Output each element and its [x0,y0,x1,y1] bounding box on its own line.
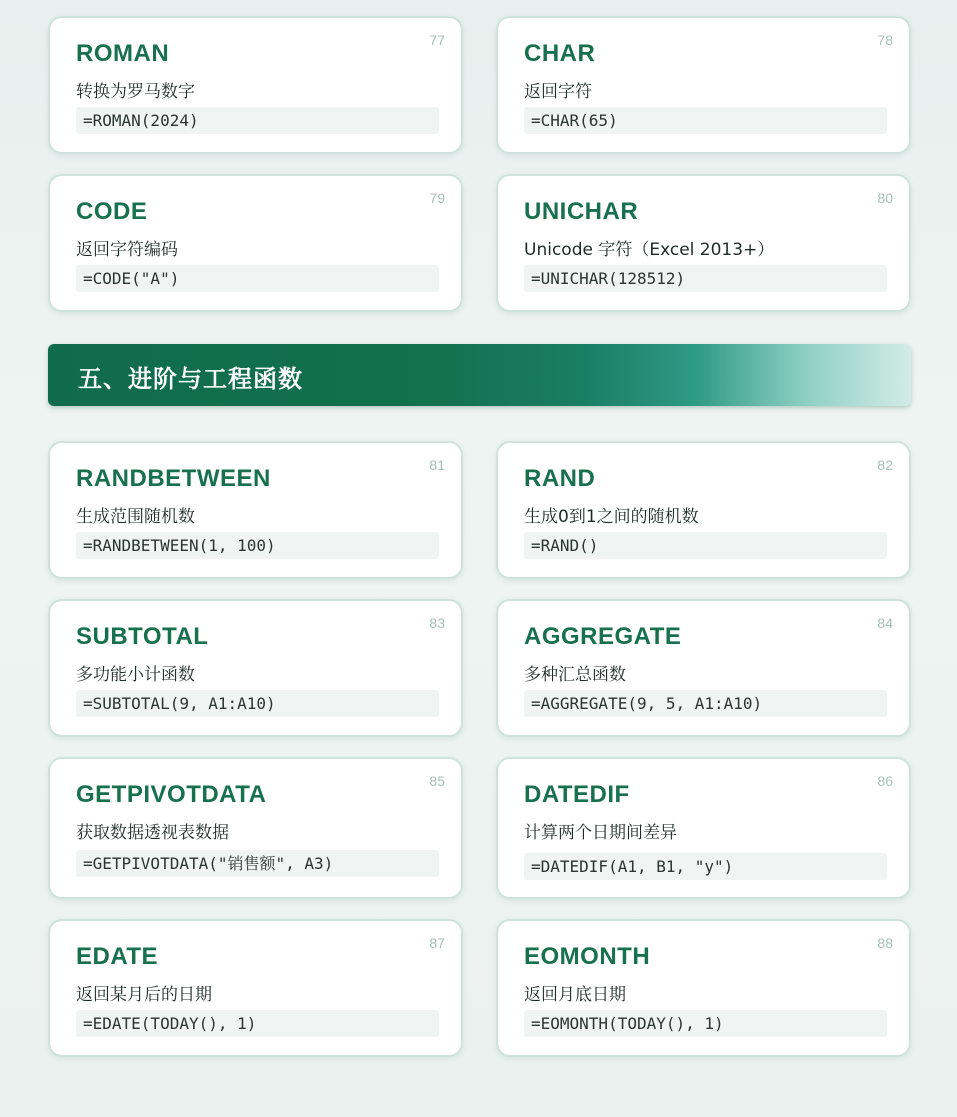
formula-example: =SUBTOTAL(9, A1:A10) [76,690,439,717]
card-number: 86 [877,773,893,789]
formula-example: =EDATE(TODAY(), 1) [76,1010,439,1037]
card-number: 82 [877,457,893,473]
card-number: 88 [877,935,893,951]
formula-example: =RANDBETWEEN(1, 100) [76,532,439,559]
card-number: 79 [429,190,445,206]
function-card-char [496,16,911,154]
function-name: UNICHAR [524,198,639,225]
section-header-banner [48,344,911,406]
function-description: 返回字符编码 [76,240,178,260]
function-description: 生成范围随机数 [76,507,195,527]
function-card-datedif [496,757,911,899]
function-card-eomonth [496,919,911,1057]
function-name: CODE [76,198,148,225]
function-name: CHAR [524,40,596,67]
section-title: 五、进阶与工程函数 [78,365,303,393]
function-description: 生成0到1之间的随机数 [524,507,699,527]
card-number: 83 [429,615,445,631]
formula-example: =CODE("A") [76,265,439,292]
formula-example: =AGGREGATE(9, 5, A1:A10) [524,690,887,717]
formula-example: =EOMONTH(TODAY(), 1) [524,1010,887,1037]
function-name: SUBTOTAL [76,623,209,650]
function-description: 返回某月后的日期 [76,985,212,1005]
function-name: RANDBETWEEN [76,465,271,492]
card-number: 85 [429,773,445,789]
function-name: GETPIVOTDATA [76,781,267,808]
function-card-subtotal [48,599,463,737]
formula-example: =RAND() [524,532,887,559]
function-description: 返回字符 [524,82,592,102]
formula-example: =DATEDIF(A1, B1, "y") [524,853,887,880]
function-name: RAND [524,465,596,492]
function-card-getpivotdata [48,757,463,899]
function-name: EDATE [76,943,159,970]
function-description: 获取数据透视表数据 [76,823,229,843]
formula-example: =ROMAN(2024) [76,107,439,134]
function-card-roman [48,16,463,154]
formula-example: =GETPIVOTDATA("销售额", A3) [76,850,439,877]
function-description: Unicode 字符（Excel 2013+） [524,240,775,260]
function-name: DATEDIF [524,781,630,808]
card-number: 81 [429,457,445,473]
function-card-aggregate [496,599,911,737]
card-number: 77 [429,32,445,48]
function-description: 计算两个日期间差异 [524,823,677,843]
function-description: 转换为罗马数字 [76,82,195,102]
formula-example: =CHAR(65) [524,107,887,134]
function-card-unichar [496,174,911,312]
formula-example: =UNICHAR(128512) [524,265,887,292]
function-card-edate [48,919,463,1057]
function-card-code [48,174,463,312]
function-card-randbetween [48,441,463,579]
card-number: 84 [877,615,893,631]
function-description: 多功能小计函数 [76,665,195,685]
function-name: ROMAN [76,40,170,67]
function-card-rand [496,441,911,579]
function-description: 多种汇总函数 [524,665,626,685]
function-description: 返回月底日期 [524,985,626,1005]
function-name: EOMONTH [524,943,651,970]
card-number: 78 [877,32,893,48]
card-number: 87 [429,935,445,951]
function-name: AGGREGATE [524,623,682,650]
card-number: 80 [877,190,893,206]
